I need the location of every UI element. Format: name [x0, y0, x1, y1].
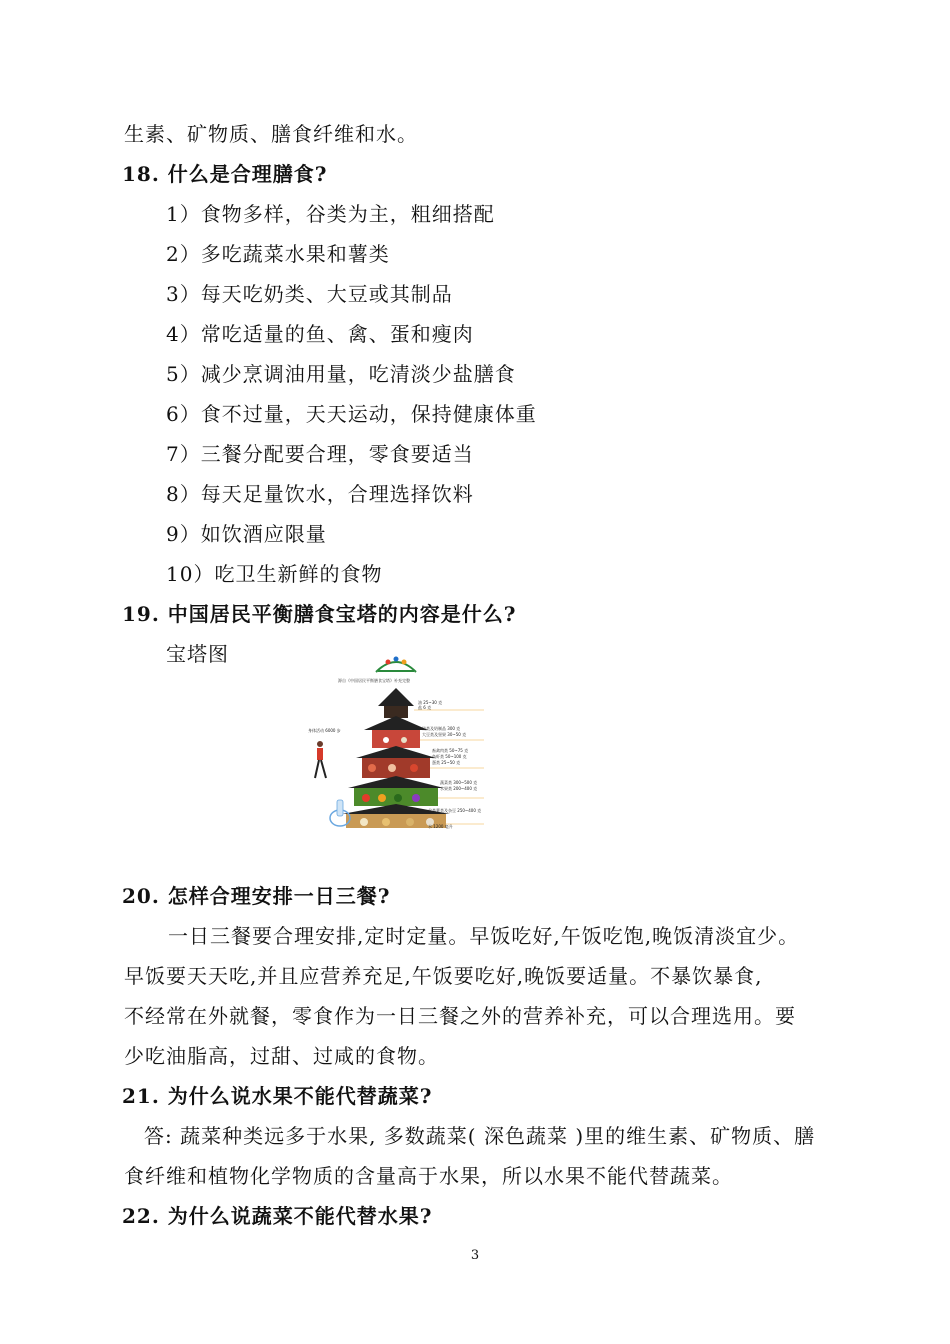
- paragraph-line: 早饭要天天吃,并且应营养充足,午饭要吃好,晚饭要适量。不暴饮暴食,: [124, 964, 763, 988]
- list-item: 4）常吃适量的鱼、禽、蛋和瘦肉: [166, 322, 474, 346]
- paragraph-line: 食纤维和植物化学物质的含量高于水果，所以水果不能代替蔬菜。: [124, 1164, 733, 1188]
- grain-label: 谷类薯类及杂豆 250~400 克: [428, 808, 482, 813]
- water-label: 水 1200 毫升: [428, 824, 453, 829]
- list-item: 3）每天吃奶类、大豆或其制品: [166, 282, 453, 306]
- meat-label: 畜禽肉类 50~75 克: [432, 748, 469, 753]
- list-item: 10）吃卫生新鲜的食物: [166, 562, 383, 586]
- activity-label: 身体活动 6000 步: [308, 728, 341, 733]
- list-item: 6）食不过量，天天运动，保持健康体重: [166, 402, 537, 426]
- runner-icon: [315, 741, 326, 778]
- veg-label: 蔬菜类 300~500 克: [440, 780, 478, 785]
- paragraph-line: 一日三餐要合理安排,定时定量。早饭吃好,午饭吃饱,晚饭清淡宜少。: [168, 924, 800, 948]
- pagoda-title: 源自《中国居民平衡膳食宝塔》补充完整: [338, 678, 410, 683]
- paragraph-line: 不经常在外就餐，零食作为一日三餐之外的营养补充，可以合理选用。要: [124, 1004, 796, 1028]
- text-line: 生素、矿物质、膳食纤维和水。: [124, 122, 418, 146]
- egg-label: 蛋类 25~50 克: [432, 760, 461, 765]
- list-item: 8）每天足量饮水，合理选择饮料: [166, 482, 474, 506]
- logo-icon: [376, 657, 416, 673]
- question-20-heading: 20. 怎样合理安排一日三餐?: [122, 884, 391, 908]
- salt-label: 盐 6 克: [418, 705, 432, 710]
- list-item: 2）多吃蔬菜水果和薯类: [166, 242, 390, 266]
- list-item: 5）减少烹调油用量，吃清淡少盐膳食: [166, 362, 516, 386]
- list-item: 1）食物多样，谷类为主，粗细搭配: [166, 202, 495, 226]
- milk-label: 奶类及奶制品 300 克: [422, 726, 461, 731]
- paragraph-line: 答: 蔬菜种类远多于水果, 多数蔬菜( 深色蔬菜 )里的维生素、矿物质、膳: [144, 1124, 816, 1148]
- pagoda-caption: 宝塔图: [166, 642, 229, 666]
- oil-label: 油 25~30 克: [418, 700, 443, 705]
- fruit-label: 水果类 200~400 克: [440, 786, 478, 791]
- pagoda-illustration: [306, 648, 488, 832]
- paragraph-line: 少吃油脂高，过甜、过咸的食物。: [124, 1044, 439, 1068]
- question-21-heading: 21. 为什么说水果不能代替蔬菜?: [122, 1084, 433, 1108]
- soy-label: 大豆类及坚果 30~50 克: [422, 732, 467, 737]
- food-pagoda-figure: [306, 648, 488, 832]
- question-19-heading: 19. 中国居民平衡膳食宝塔的内容是什么?: [122, 602, 517, 626]
- question-18-heading: 18. 什么是合理膳食?: [122, 162, 328, 186]
- page-number: 3: [470, 1248, 480, 1263]
- list-item: 9）如饮酒应限量: [166, 522, 327, 546]
- question-22-heading: 22. 为什么说蔬菜不能代替水果?: [122, 1204, 433, 1228]
- fish-label: 鱼虾类 50~100 克: [432, 754, 467, 759]
- list-item: 7）三餐分配要合理，零食要适当: [166, 442, 474, 466]
